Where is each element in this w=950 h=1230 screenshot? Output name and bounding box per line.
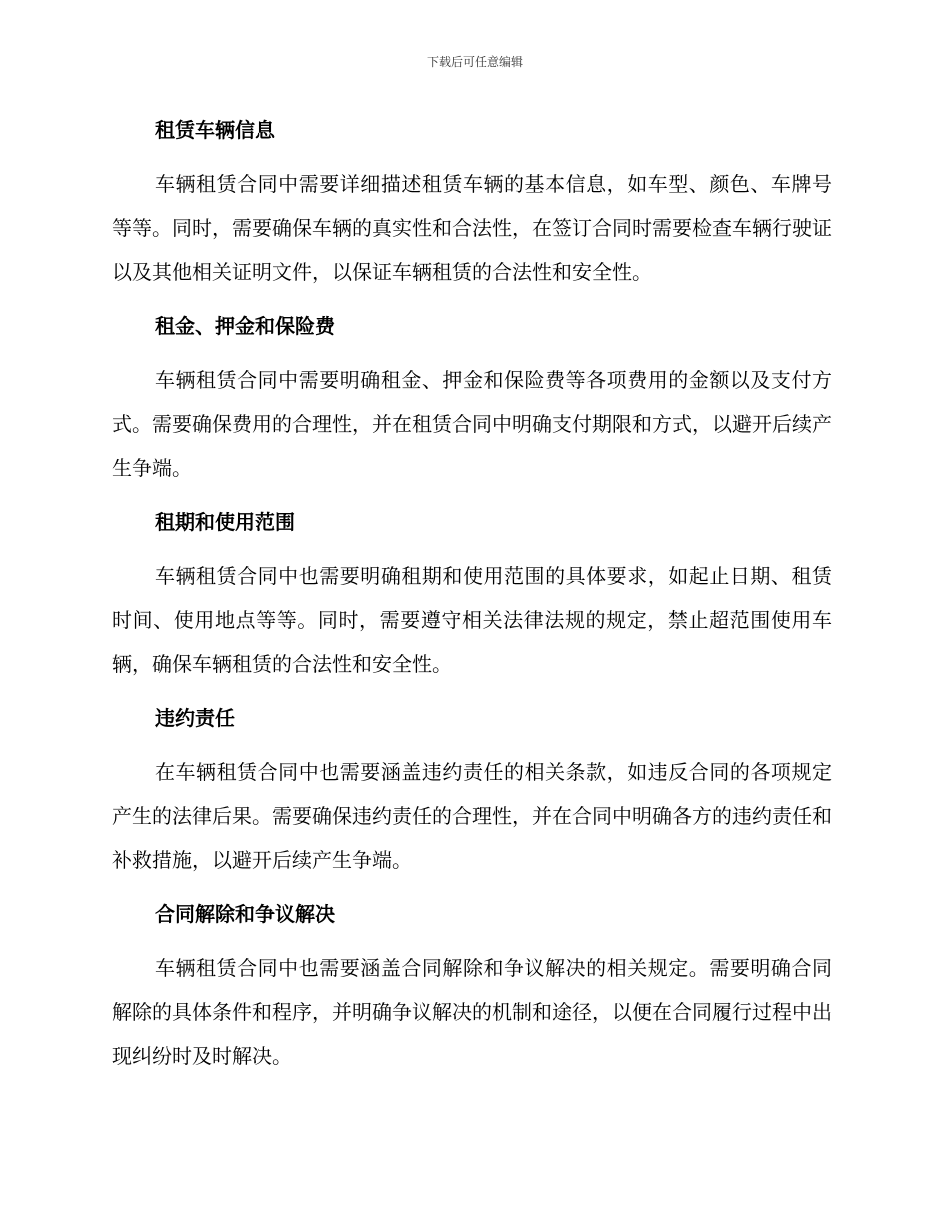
section-heading: 租期和使用范围 (155, 510, 295, 534)
section-heading: 违约责任 (155, 706, 235, 730)
section-term-and-scope (112, 500, 832, 686)
section-paragraph: 车辆租赁合同中也需要明确租期和使用范围的具体要求，如起止日期、租赁时间、使用地点等等。同时，需要遵守相关法律法规的规定，禁止超范围使用车辆，确保车辆租赁的合法性和安全性。 (112, 564, 832, 676)
section-heading: 租金、押金和保险费 (155, 314, 335, 338)
section-breach-liability (112, 696, 832, 882)
page-header: 下载后可任意编辑 (426, 55, 523, 69)
section-heading: 合同解除和争议解决 (155, 902, 335, 926)
section-fees (112, 304, 832, 490)
section-paragraph: 车辆租赁合同中需要明确租金、押金和保险费等各项费用的金额以及支付方式。需要确保费用的合理性，并在租赁合同中明确支付期限和方式，以避开后续产生争端。 (112, 368, 832, 480)
section-rental-vehicle-info (112, 108, 832, 294)
section-paragraph: 车辆租赁合同中也需要涵盖合同解除和争议解决的相关规定。需要明确合同解除的具体条件和程序，并明确争议解决的机制和途径，以便在合同履行过程中出现纠纷时及时解决。 (112, 956, 832, 1068)
document-content (112, 108, 832, 1088)
section-termination-dispute (112, 892, 832, 1078)
section-paragraph: 在车辆租赁合同中也需要涵盖违约责任的相关条款，如违反合同的各项规定产生的法律后果。需要确保违约责任的合理性，并在合同中明确各方的违约责任和补救措施，以避开后续产生争端。 (112, 760, 832, 872)
section-heading: 租赁车辆信息 (155, 118, 275, 142)
section-paragraph: 车辆租赁合同中需要详细描述租赁车辆的基本信息，如车型、颜色、车牌号等等。同时，需要确保车辆的真实性和合法性，在签订合同时需要检查车辆行驶证以及其他相关证明文件，以保证车辆租赁的合法性和安全性。 (112, 172, 832, 284)
